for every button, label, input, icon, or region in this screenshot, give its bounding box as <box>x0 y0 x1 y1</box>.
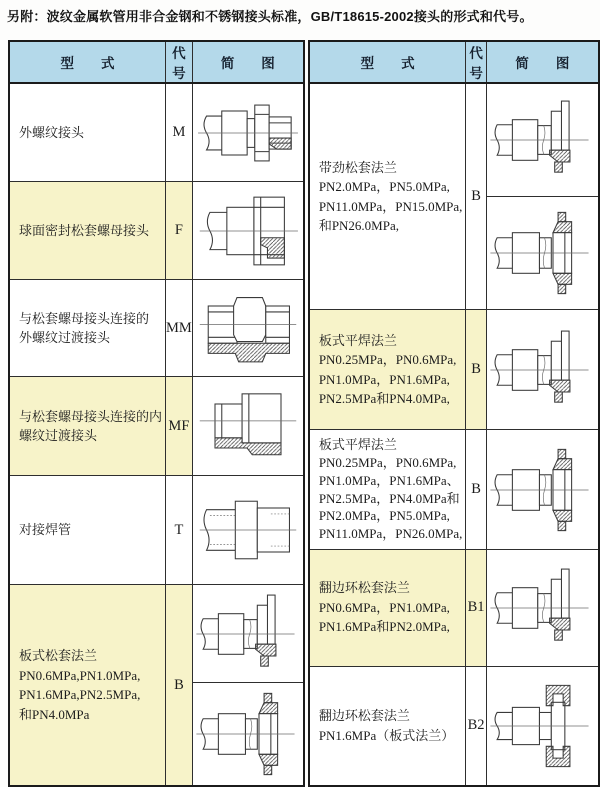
type-cell <box>309 666 466 786</box>
type-line: 与松套螺母接头连接的内 <box>19 408 163 424</box>
type-cell <box>9 476 166 585</box>
male-thread-fitting-diagram-cell <box>192 83 304 182</box>
header-diagram: 简 图 <box>192 41 304 83</box>
code-cell: B1 <box>466 549 486 666</box>
plate-weld-flange-icon <box>487 327 597 413</box>
type-line: 与松套螺母接头连接的 <box>19 310 150 326</box>
type-line: 螺纹过渡接头 <box>19 428 98 443</box>
table-row <box>309 549 599 666</box>
code-cell: F <box>166 182 193 280</box>
collar-loose-flange-diagram-cell <box>486 197 599 310</box>
flared-ring-loose-flange-icon <box>487 565 597 651</box>
plate-loose-flange-diagram-cell <box>192 585 304 683</box>
flared-ring-loose-flange-diagram-cell <box>486 549 599 666</box>
type-line: PN2.5MPa，PN4.0MPa和 <box>318 490 460 506</box>
type-line: PN11.0MPa，PN15.0MPa, <box>318 198 463 214</box>
collar-loose-flange-icon <box>487 210 597 296</box>
type-line: PN0.6MPa，PN1.0MPa, <box>318 599 450 615</box>
type-cell <box>9 182 166 280</box>
header-code: 代号 <box>166 41 193 83</box>
type-cell <box>9 585 166 787</box>
code-cell: MF <box>166 377 193 476</box>
butt-weld-pipe-diagram-cell <box>192 476 304 585</box>
loose-nut-fitting-icon <box>193 188 303 274</box>
code-cell: MM <box>166 280 193 377</box>
collar-weld-flange-diagram-cell <box>486 430 599 549</box>
connector-tables-container <box>8 40 600 787</box>
type-line: PN1.6MPa和PN2.0MPa, <box>318 619 450 635</box>
table-row <box>309 310 599 430</box>
code-cell: M <box>166 83 193 182</box>
header-diagram: 简 图 <box>486 41 599 83</box>
type-cell <box>309 83 466 310</box>
table-row <box>309 83 599 197</box>
collar-weld-flange-icon <box>487 447 597 533</box>
plate-loose-flange-icon <box>193 591 303 677</box>
type-line: PN11.0MPa，PN26.0MPa, <box>318 526 463 542</box>
type-line: 对接焊管 <box>19 522 72 538</box>
type-cell <box>309 549 466 666</box>
type-line: PN2.0MPa，PN5.0MPa, <box>318 508 450 524</box>
type-cell <box>9 377 166 476</box>
butt-weld-pipe-icon <box>193 487 303 573</box>
code-cell: T <box>166 476 193 585</box>
code-cell: B <box>466 83 486 310</box>
type-line: 翻边环松套法兰 <box>318 708 410 724</box>
code-cell: B <box>166 585 193 787</box>
header-row <box>309 41 599 83</box>
neck-loose-flange-diagram-cell <box>486 83 599 197</box>
code-cell: B2 <box>466 666 486 786</box>
neck-loose-flange-icon <box>487 97 597 183</box>
male-nipple-adapter-diagram-cell <box>192 280 304 377</box>
header-type: 型 式 <box>9 41 166 83</box>
type-line: 板式松套法兰 <box>19 648 98 663</box>
table-row <box>309 430 599 549</box>
type-line: PN2.0MPa，PN5.0MPa, <box>318 179 450 195</box>
type-line: 和PN4.0MPa <box>19 706 90 722</box>
type-line: PN0.25MPa，PN0.6MPa, <box>318 352 457 368</box>
type-line: PN1.0MPa，PN1.6MPa、 <box>318 472 460 488</box>
female-adapter-diagram-cell <box>192 377 304 476</box>
type-line: PN1.0MPa，PN1.6MPa, <box>318 371 450 387</box>
type-line: 和PN26.0MPa, <box>318 218 399 234</box>
table-row <box>309 666 599 786</box>
header-row <box>9 41 304 83</box>
type-line: 球面密封松套螺母接头 <box>19 222 150 238</box>
collar-loose-flange-diagram-cell <box>192 683 304 787</box>
flared-ring-plate-flange-icon <box>487 683 597 769</box>
male-thread-fitting-icon <box>193 90 303 176</box>
collar-loose-flange-icon <box>193 691 303 777</box>
table-row <box>9 182 304 280</box>
flared-ring-plate-flange-diagram-cell <box>486 666 599 786</box>
type-cell <box>309 430 466 549</box>
code-cell: B <box>466 430 486 549</box>
type-line: 板式平焊法兰 <box>318 332 397 348</box>
type-line: 板式平焊法兰 <box>318 436 397 452</box>
type-line: 外螺纹接头 <box>19 124 85 140</box>
type-line: PN1.6MPa,PN2.5MPa, <box>19 687 141 702</box>
table-row <box>9 585 304 683</box>
page-caption: 另附：波纹金属软管用非合金钢和不锈钢接头标准，GB/T18615-2002接头的形式和代号。 <box>7 9 533 24</box>
header-code: 代号 <box>466 41 486 83</box>
left-connector-table <box>8 40 305 787</box>
type-line: PN1.6MPa（板式法兰） <box>318 727 455 743</box>
type-line: 翻边环松套法兰 <box>318 580 410 596</box>
type-cell <box>9 83 166 182</box>
header-type: 型 式 <box>309 41 466 83</box>
type-line: 外螺纹过渡接头 <box>19 330 111 345</box>
table-row <box>9 377 304 476</box>
male-nipple-adapter-icon <box>193 285 303 371</box>
table-row <box>9 83 304 182</box>
type-cell <box>309 310 466 430</box>
plate-weld-flange-diagram-cell <box>486 310 599 430</box>
type-line: 带劲松套法兰 <box>318 159 397 175</box>
code-cell: B <box>466 310 486 430</box>
loose-nut-fitting-diagram-cell <box>192 182 304 280</box>
type-line: PN2.5MPa和PN4.0MPa, <box>318 391 450 407</box>
table-row <box>9 280 304 377</box>
right-connector-table <box>308 40 600 787</box>
female-adapter-icon <box>193 383 303 469</box>
type-line: PN0.25MPa，PN0.6MPa, <box>318 454 457 470</box>
type-cell <box>9 280 166 377</box>
table-row <box>9 476 304 585</box>
type-line: PN0.6MPa,PN1.0MPa, <box>19 667 141 683</box>
